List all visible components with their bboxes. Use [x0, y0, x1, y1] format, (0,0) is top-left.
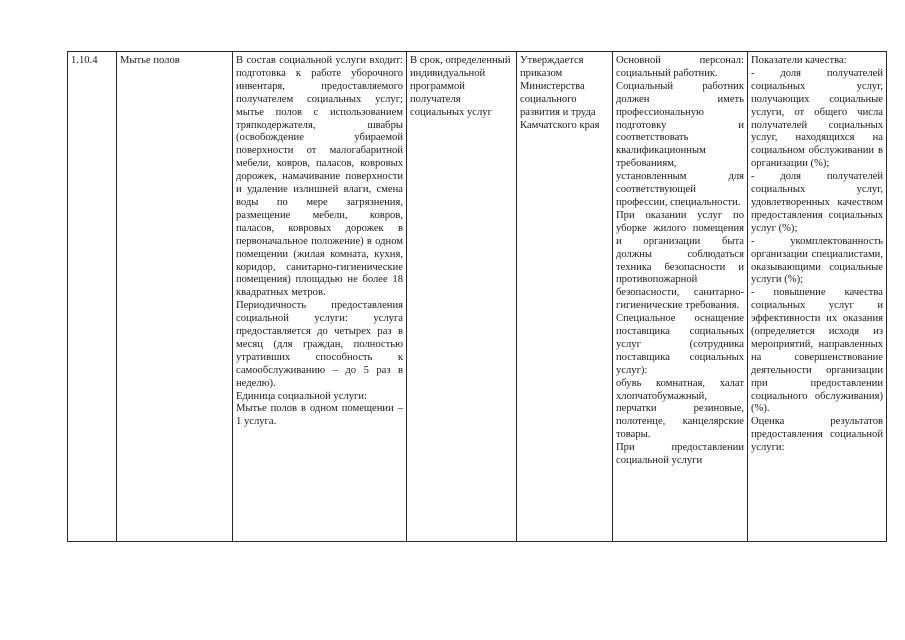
service-conditions-paragraph: Основной персонал: социальный работник.: [616, 55, 744, 79]
service-conditions-paragraph: Специальное оснащение поставщика социальных услуг (сотрудника поставщика социальных услуг):: [616, 313, 744, 376]
service-term-cell: [407, 52, 517, 542]
service-indicators-paragraph: Показатели качества:: [751, 55, 847, 66]
service-conditions-paragraph: Социальный работник должен иметь профессиональную подготовку и соответствовать квалификационным требованиям, установленным для соответствующей профессии, специальности.: [616, 80, 744, 208]
service-tariff: Утверждается приказом Министерства социального развития и труда Камчатского края: [520, 55, 600, 131]
service-conditions-paragraph: обувь комнатная, халат хлопчатобумажный, перчатки резиновые, полотенце, канцелярские товары.: [616, 377, 744, 441]
service-indicators-paragraph: - доля получателей социальных услуг, удовлетворенных качеством предоставления социальных услуг (%);: [751, 171, 883, 234]
social-services-table: [67, 51, 887, 542]
service-name: Мытье полов: [120, 55, 180, 66]
service-conditions-paragraph: При предоставлении социальной услуги: [616, 442, 744, 467]
service-conditions-paragraph: При оказании услуг по уборке жилого помещения и организации быта должны соблюдаться техника безопасности и противопожарной безопасности, санитарно-гигиенические требования.: [616, 209, 744, 312]
service-content-paragraph: Мытье полов в одном помещении – 1 услуга.: [236, 403, 403, 428]
service-content-cell: [233, 52, 407, 542]
service-conditions-cell: [613, 52, 748, 542]
service-content-paragraph: Периодичность предоставления социальной услуги: услуга предоставляется до четырех раз в месяц (для граждан, полностью утративших способность к самообслуживанию – до 5 раз в неделю).: [236, 300, 403, 389]
table-row: [68, 52, 887, 542]
service-indicators-cell: [748, 52, 887, 542]
service-name-cell: [117, 52, 233, 542]
service-indicators-paragraph: - укомплектованность организации специалистами, оказывающими социальные услуги (%);: [751, 235, 883, 286]
service-term: В срок, определенный индивидуальной программой получателя социальных услуг: [410, 55, 511, 118]
service-content-paragraph: В состав социальной услуги входит: подготовка к работе уборочного инвентаря, предоставляемого получателем социальных услуг; мытье полов с использованием тряпкодержателя, швабры (освобождение убираемой поверхности от малогабаритной мебели, ковров, паласов, ковровых дорожек, намачивание поверхности и удаление излишней влаги, смена воды по мере загрязнения, размещение мебели, ковров, паласов, ковровых дорожек в первоначальное положение) в одном помещении (жилая комната, кухня, коридор, санитарно-гигиенические помещения) площадью не более 18 квадратных метров.: [236, 55, 403, 299]
service-content-paragraph: Единица социальной услуги:: [236, 390, 367, 402]
service-number-cell: [68, 52, 117, 542]
service-tariff-cell: [517, 52, 613, 542]
service-number: 1.10.4: [71, 55, 98, 66]
service-indicators-paragraph: Оценка результатов предоставления социальной услуги:: [751, 416, 883, 454]
service-indicators-paragraph: - доля получателей социальных услуг, получающих социальные услуги, от общего числа получателей социальных услуг, находящихся на социальном обслуживании в организации (%);: [751, 67, 883, 170]
service-indicators-paragraph: - повышение качества социальных услуг и эффективности их оказания (определяется исходя из мероприятий, направленных на совершенствование деятельности организации при предоставлении социального обслуживания) (%).: [751, 287, 883, 415]
